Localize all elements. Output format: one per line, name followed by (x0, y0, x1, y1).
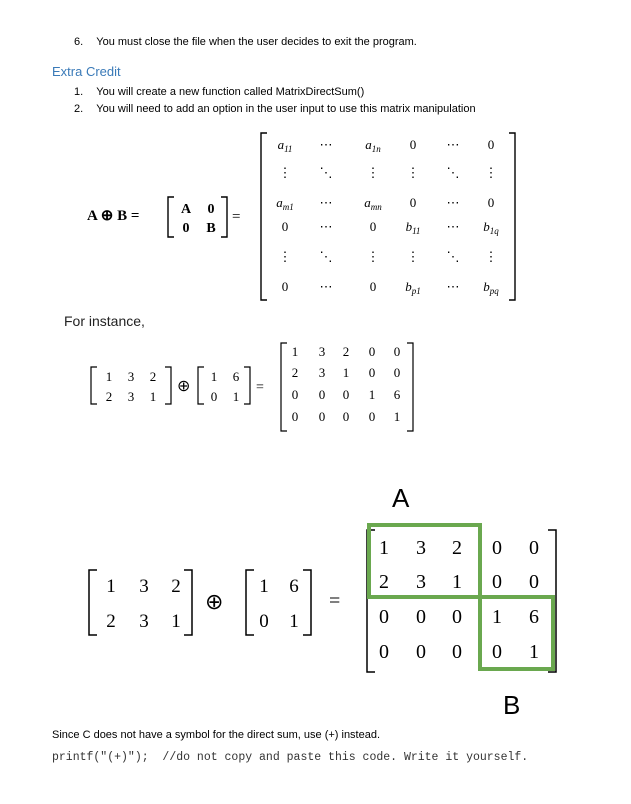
small-left-cell: 2 (149, 369, 157, 384)
large-left-cell: 1 (106, 576, 116, 597)
large-result-cell: 0 (452, 606, 462, 628)
large-result-cell: 0 (416, 641, 426, 663)
large-left-bracket-open (89, 570, 97, 635)
large-result-cell: 1 (529, 641, 539, 663)
general-matrix-cell: ⋯ (446, 137, 460, 152)
general-matrix-cell: $b_{p1}$ (405, 279, 421, 296)
general-matrix-cell: 0 (369, 219, 377, 234)
general-matrix-cell: ⋯ (319, 195, 333, 210)
general-matrix-cell: 0 (409, 137, 417, 152)
general-matrix-cell: ⋱ (319, 165, 333, 180)
small-result-cell: 2 (291, 365, 299, 380)
large-result-cell: 2 (379, 571, 389, 593)
extra-credit-item-text: You will need to add an option in the user input to use this matrix manipulation (96, 103, 476, 115)
general-matrix-cell: $a_{m1}$ (276, 195, 294, 212)
large-result-cell: 0 (492, 641, 502, 663)
small-result-cell: 0 (291, 387, 299, 402)
small-right-cell: 6 (232, 369, 240, 384)
general-matrix-cell: ⋯ (446, 279, 460, 294)
block-cell: A (180, 202, 192, 217)
small-result-cell: 0 (368, 344, 376, 359)
small-result-bracket-open (281, 343, 287, 431)
small-result-cell: 6 (393, 387, 401, 402)
general-matrix-cell: ⋮ (484, 165, 498, 180)
small-result-cell: 0 (318, 409, 326, 424)
large-result-cell: 0 (492, 537, 502, 559)
code-example: printf("(+)"); //do not copy and paste this code. Write it yourself. (52, 751, 529, 764)
small-op: ⊕ (177, 378, 191, 395)
large-left-cell: 3 (139, 611, 149, 632)
small-left-cell: 1 (149, 389, 157, 404)
large-result-cell: 0 (379, 606, 389, 628)
large-left-cell: 2 (106, 611, 116, 632)
large-right-cell: 1 (289, 611, 299, 632)
block-cell: 0 (207, 202, 215, 217)
large-result-cell: 0 (529, 537, 539, 559)
small-result-cell: 0 (393, 344, 401, 359)
general-matrix-cell: ⋮ (278, 165, 292, 180)
small-example (0, 335, 631, 435)
block-right-bracket (221, 197, 227, 237)
general-matrix-cell: $a_{1n}$ (365, 137, 381, 154)
block-b-highlight (480, 597, 553, 669)
requirement-6 (74, 36, 417, 48)
general-matrix-cell: 0 (281, 279, 289, 294)
large-result-cell: 0 (416, 606, 426, 628)
block-cell: B (206, 221, 216, 236)
direct-sum-note: Since C does not have a symbol for the direct sum, use (+) instead. (52, 729, 381, 741)
for-instance-label: For instance, (64, 313, 145, 329)
general-matrix-cell: $b_{11}$ (405, 219, 421, 236)
extra-credit-item-2 (74, 103, 476, 115)
large-result-cell: 1 (492, 606, 502, 628)
requirement-6-number: 6. (74, 36, 84, 48)
general-matrix-cell: ⋮ (484, 249, 498, 264)
general-matrix-cell: ⋮ (406, 165, 420, 180)
general-matrix-cell: 0 (409, 195, 417, 210)
general-matrix-cell: ⋯ (446, 219, 460, 234)
small-right-bracket-close (244, 367, 250, 404)
large-result-cell: 6 (529, 606, 539, 628)
small-right-cell: 1 (232, 389, 240, 404)
large-left-cell: 2 (171, 576, 181, 597)
general-matrix-cell: 0 (369, 279, 377, 294)
general-matrix-cell: ⋱ (319, 249, 333, 264)
small-left-cell: 3 (127, 389, 135, 404)
general-matrix-cell: $b_{pq}$ (483, 279, 499, 296)
small-left-bracket-close (165, 367, 171, 404)
small-result-cell: 1 (342, 365, 350, 380)
requirement-6-text: You must close the file when the user decides to exit the program. (96, 36, 417, 48)
small-result-cell: 2 (342, 344, 350, 359)
small-result-cell: 0 (368, 409, 376, 424)
small-result-cell: 0 (318, 387, 326, 402)
general-matrix-cell: $b_{1q}$ (483, 219, 499, 236)
large-result-cell: 0 (492, 571, 502, 593)
large-left-cell: 3 (139, 576, 149, 597)
large-left-cell: 1 (171, 611, 181, 632)
small-right-bracket-open (198, 367, 204, 404)
small-left-cell: 3 (127, 369, 135, 384)
small-result-cell: 1 (291, 344, 299, 359)
general-matrix-cell: $a_{11}$ (277, 137, 293, 154)
small-result-cell: 0 (342, 409, 350, 424)
label-a: A (392, 483, 410, 513)
general-matrix-cell: 0 (487, 195, 495, 210)
general-matrix-cell: 0 (487, 137, 495, 152)
extra-credit-item-number: 1. (74, 86, 84, 98)
large-equals: = (329, 590, 341, 612)
large-right-cell: 1 (259, 576, 269, 597)
general-matrix-cell: ⋮ (366, 249, 380, 264)
general-matrix-cell: $a_{mn}$ (364, 195, 382, 212)
large-right-bracket-close (303, 570, 311, 635)
large-result-cell: 2 (452, 537, 462, 559)
label-b: B (503, 690, 521, 720)
small-equals: = (256, 380, 264, 395)
general-matrix-cell: ⋯ (319, 137, 333, 152)
general-right-bracket (509, 133, 515, 300)
small-result-cell: 0 (393, 365, 401, 380)
large-result-cell: 0 (452, 641, 462, 663)
general-matrix-cell: ⋯ (319, 219, 333, 234)
extra-credit-item-1 (74, 86, 364, 98)
block-cell: 0 (182, 221, 190, 236)
general-matrix-cell: ⋯ (319, 279, 333, 294)
small-left-cell: 2 (105, 389, 113, 404)
general-matrix-cell: ⋱ (446, 249, 460, 264)
large-result-cell: 1 (379, 537, 389, 559)
small-left-cell: 1 (105, 369, 113, 384)
extra-credit-item-text: You will create a new function called MatrixDirectSum() (96, 86, 365, 98)
direct-sum-formula (0, 125, 631, 310)
illustrated-example (0, 475, 631, 725)
large-result-cell: 3 (416, 537, 426, 559)
large-result-cell: 0 (529, 571, 539, 593)
extra-credit-heading: Extra Credit (52, 64, 121, 79)
large-result-cell: 1 (452, 571, 462, 593)
general-matrix-cell: ⋮ (366, 165, 380, 180)
formula-lhs: A ⊕ B = (87, 208, 140, 224)
large-right-cell: 0 (259, 611, 269, 632)
small-result-cell: 0 (342, 387, 350, 402)
small-result-cell: 0 (368, 365, 376, 380)
small-result-cell: 3 (318, 344, 326, 359)
general-matrix-cell: ⋮ (278, 249, 292, 264)
large-result-cell: 3 (416, 571, 426, 593)
general-matrix-cell: ⋮ (406, 249, 420, 264)
extra-credit-item-number: 2. (74, 103, 84, 115)
small-result-cell: 1 (368, 387, 376, 402)
large-left-bracket-close (184, 570, 192, 635)
general-matrix-cell: ⋯ (446, 195, 460, 210)
formula-equals: = (232, 209, 241, 225)
block-left-bracket (168, 197, 174, 237)
large-right-cell: 6 (289, 576, 299, 597)
large-op: ⊕ (205, 589, 224, 614)
small-result-cell: 3 (318, 365, 326, 380)
large-result-cell: 0 (379, 641, 389, 663)
large-right-bracket-open (246, 570, 254, 635)
general-matrix-cell: 0 (281, 219, 289, 234)
small-right-cell: 0 (210, 389, 218, 404)
small-right-cell: 1 (210, 369, 218, 384)
general-matrix-cell: ⋱ (446, 165, 460, 180)
small-left-bracket-open (91, 367, 97, 404)
small-result-cell: 0 (291, 409, 299, 424)
general-left-bracket (261, 133, 267, 300)
small-result-bracket-close (407, 343, 413, 431)
small-result-cell: 1 (393, 409, 401, 424)
